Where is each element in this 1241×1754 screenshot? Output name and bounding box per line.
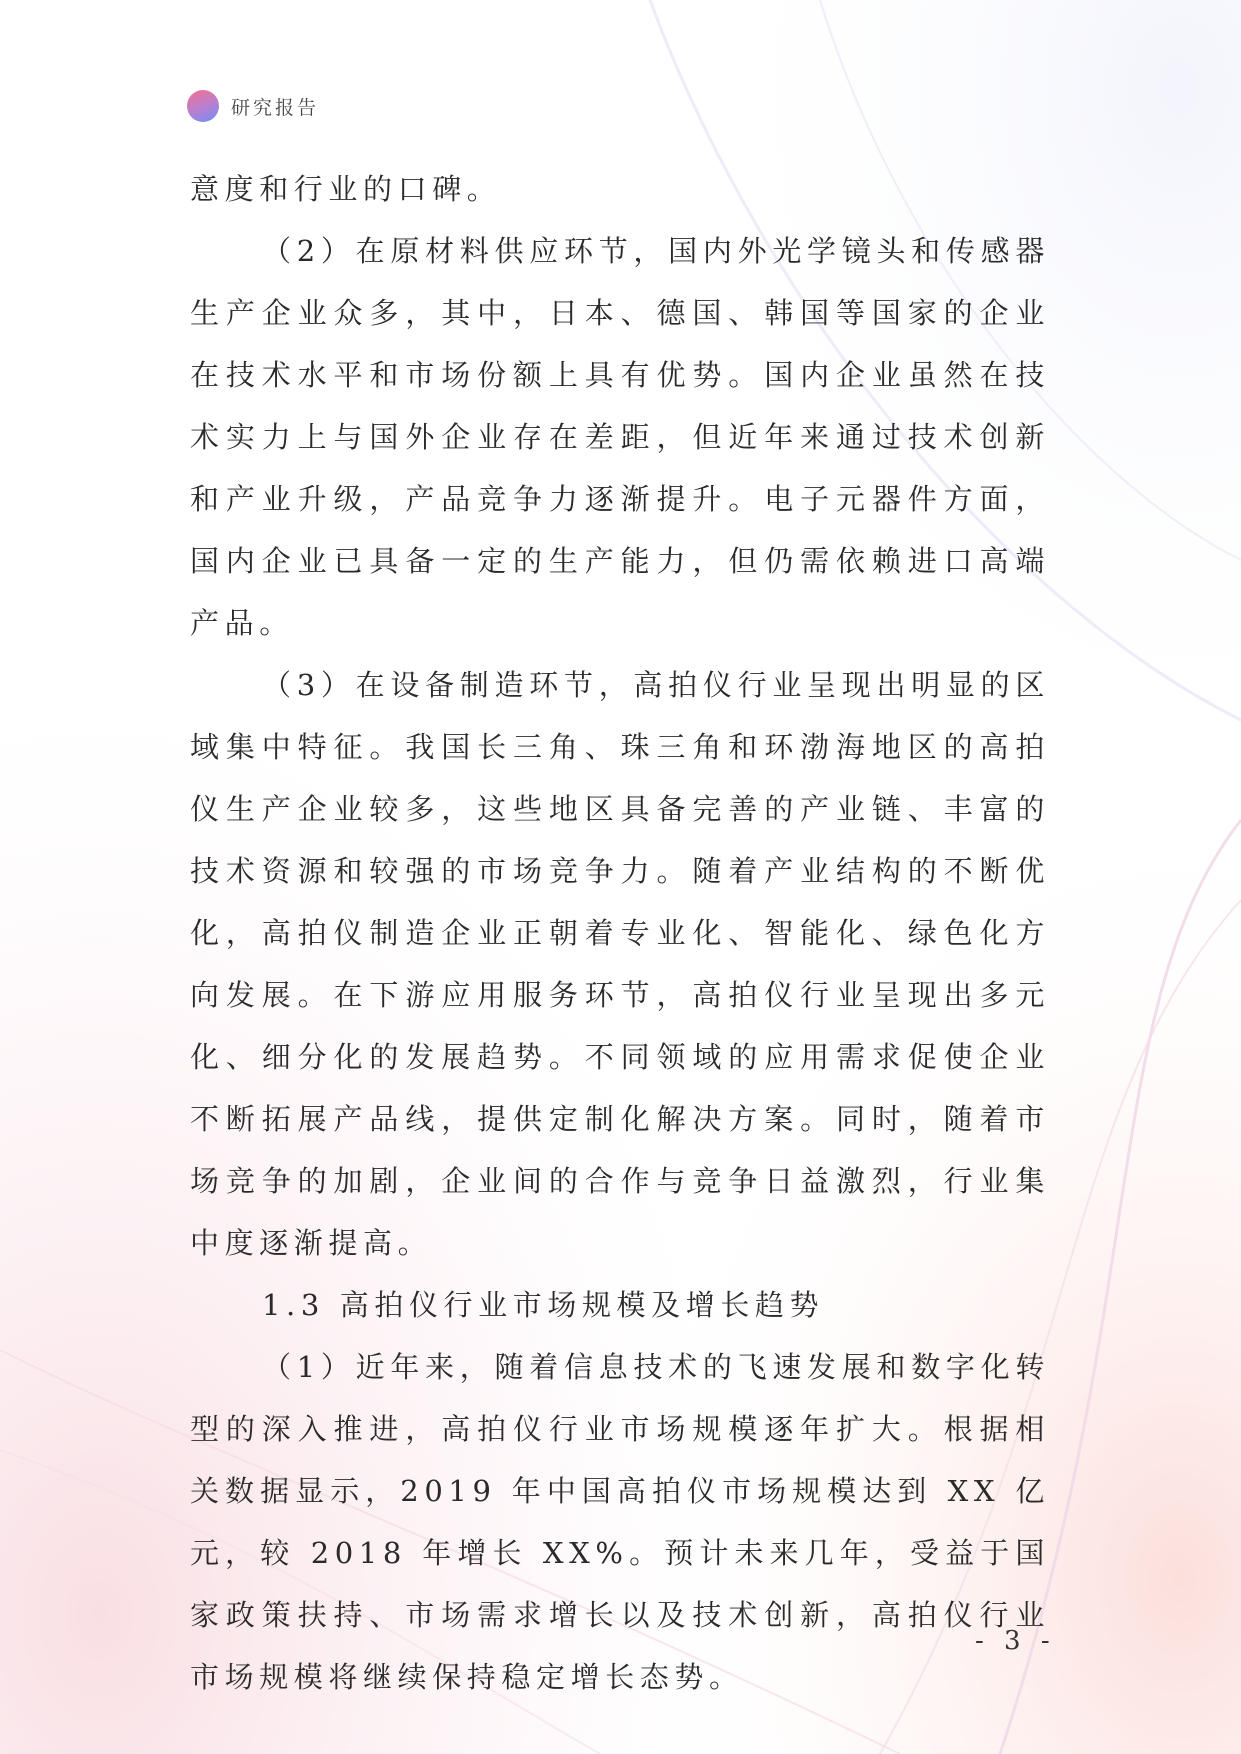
paragraph-raw-materials: （2）在原材料供应环节，国内外光学镜头和传感器生产企业众多，其中，日本、德国、韩国等国家的企业在技术水平和市场份额上具有优势。国内企业虽然在技术实力上与国外企业存在差距，但近年来通过技术创新和产业升级，产品竞争力逐渐提升。电子元器件方面，国内企业已具备一定的生产能力，但仍需依赖进口高端产品。 [190, 234, 1050, 640]
paragraph-market-size: （1）近年来，随着信息技术的飞速发展和数字化转型的深入推进，高拍仪行业市场规模逐年扩大。根据相关数据显示，2019 年中国高拍仪市场规模达到 XX 亿元，较 2018 年增长 XX%。预计未来几年，受益于国家政策扶持、市场需求增长以及技术创新，高拍仪行业市场规模将继续保持稳定增长态势。 [190, 1350, 1050, 1694]
gradient-circle-icon [187, 90, 219, 122]
document-body [190, 158, 1050, 1708]
page-number: - 3 - [975, 1626, 1056, 1656]
section-heading: 1.3 高拍仪行业市场规模及增长趋势 [262, 1288, 825, 1322]
paragraph-continuation: 意度和行业的口碑。 [190, 172, 502, 206]
paragraph-manufacturing: （3）在设备制造环节，高拍仪行业呈现出明显的区域集中特征。我国长三角、珠三角和环渤海地区的高拍仪生产企业较多，这些地区具备完善的产业链、丰富的技术资源和较强的市场竞争力。随着产业结构的不断优化，高拍仪制造企业正朝着专业化、智能化、绿色化方向发展。在下游应用服务环节，高拍仪行业呈现出多元化、细分化的发展趋势。不同领域的应用需求促使企业不断拓展产品线，提供定制化解决方案。同时，随着市场竞争的加剧，企业间的合作与竞争日益激烈，行业集中度逐渐提高。 [190, 668, 1050, 1260]
header-title: 研究报告 [231, 96, 320, 119]
page-header [187, 86, 319, 126]
